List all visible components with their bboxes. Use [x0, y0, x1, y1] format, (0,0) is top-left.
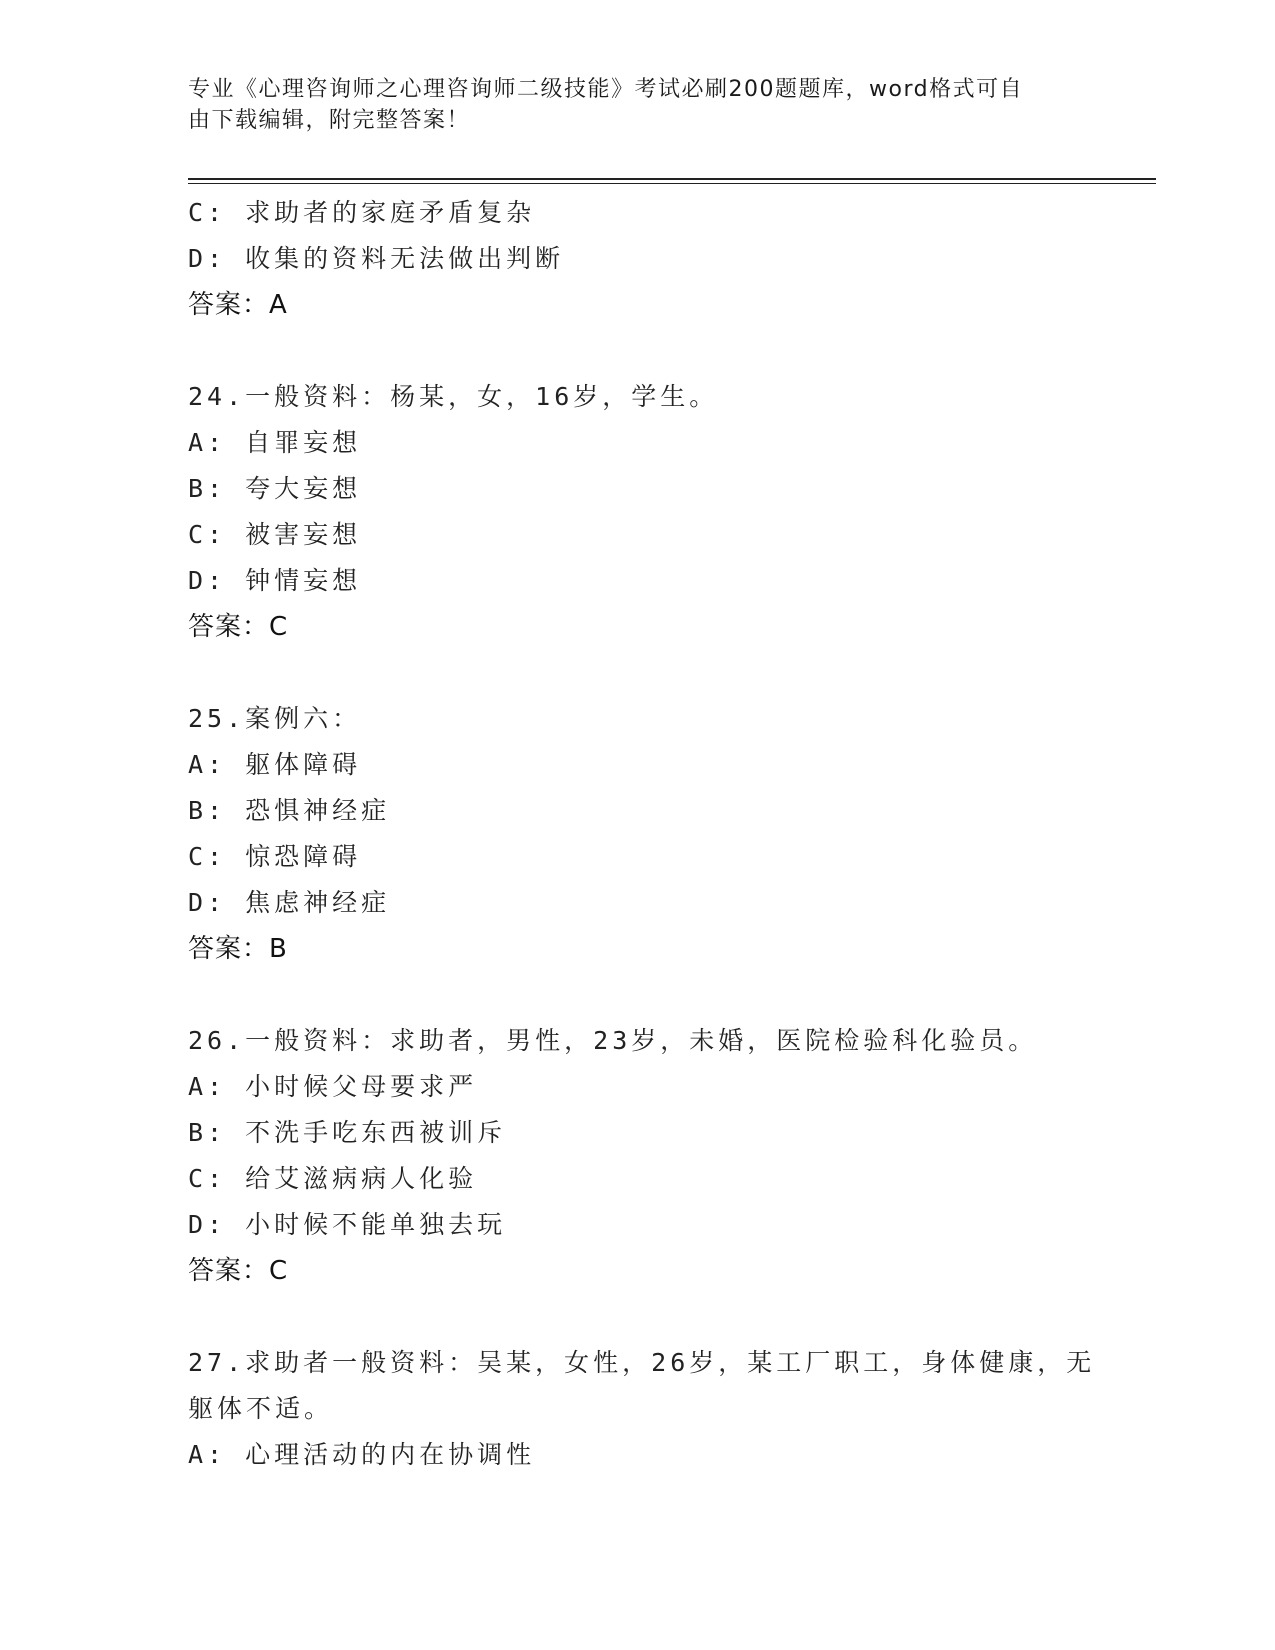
question-stem: 25.案例六：	[188, 704, 362, 733]
option-d: D: 焦虑神经症	[188, 888, 391, 917]
header-divider-thin	[188, 183, 1156, 184]
question-stem: 24.一般资料：杨某，女，16岁，学生。	[188, 382, 719, 411]
header-line-1: 专业《心理咨询师之心理咨询师二级技能》考试必刷200题题库，word格式可自	[188, 77, 1024, 102]
option-a: A: 小时候父母要求严	[188, 1072, 478, 1101]
option-c: C: 给艾滋病病人化验	[188, 1164, 478, 1193]
spacer	[188, 972, 1088, 1018]
header-divider-thick	[188, 178, 1156, 180]
answer-line: 答案：B	[188, 934, 288, 964]
option-b: B: 恐惧神经症	[188, 796, 391, 825]
answer-line: 答案：C	[188, 1256, 289, 1286]
document-header	[188, 74, 1088, 136]
option-d: D: 收集的资料无法做出判断	[188, 244, 565, 273]
spacer	[188, 1294, 1088, 1340]
spacer	[188, 650, 1088, 696]
option-a: A: 心理活动的内在协调性	[188, 1440, 536, 1469]
question-stem-line-1: 27.求助者一般资料：吴某，女性，26岁，某工厂职工，身体健康，无	[188, 1348, 1096, 1377]
option-b: B: 夸大妄想	[188, 474, 362, 503]
option-c: C: 惊恐障碍	[188, 842, 362, 871]
option-c: C: 被害妄想	[188, 520, 362, 549]
header-line-2: 由下载编辑，附完整答案！	[188, 108, 471, 133]
question-stem: 26.一般资料：求助者，男性，23岁，未婚，医院检验科化验员。	[188, 1026, 1038, 1055]
option-d: D: 小时候不能单独去玩	[188, 1210, 507, 1239]
answer-line: 答案：A	[188, 290, 288, 320]
option-c: C: 求助者的家庭矛盾复杂	[188, 198, 536, 227]
question-stem-line-2: 躯体不适。	[188, 1394, 334, 1423]
spacer	[188, 328, 1088, 374]
question-list	[188, 190, 1096, 1478]
option-a: A: 自罪妄想	[188, 428, 362, 457]
answer-line: 答案：C	[188, 612, 289, 642]
option-a: A: 躯体障碍	[188, 750, 362, 779]
option-d: D: 钟情妄想	[188, 566, 362, 595]
option-b: B: 不洗手吃东西被训斥	[188, 1118, 507, 1147]
